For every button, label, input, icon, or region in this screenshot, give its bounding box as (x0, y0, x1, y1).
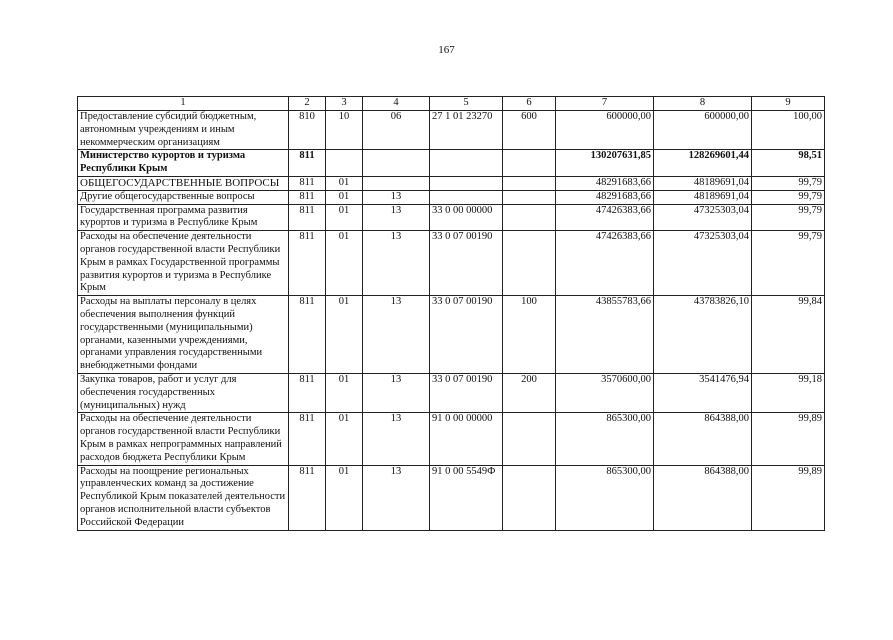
row-col5: 33 0 07 00190 (430, 373, 503, 412)
col-header-9: 9 (752, 97, 825, 111)
col-header-5: 5 (430, 97, 503, 111)
header-row (78, 97, 825, 111)
row-name: Расходы на выплаты персоналу в целях обеспечения выполнения функций государственными (муниципальными) органами, казенными учреждениями, органами управления государственными внебюджетными фондами (78, 296, 289, 374)
row-col5: 33 0 00 00000 (430, 204, 503, 231)
row-col5 (430, 150, 503, 177)
row-name: ОБЩЕГОСУДАРСТВЕННЫЕ ВОПРОСЫ (78, 176, 289, 190)
row-name: Предоставление субсидий бюджетным, автономным учреждениям и иным некоммерческим организациям (78, 111, 289, 150)
row-col5: 33 0 07 00190 (430, 231, 503, 296)
row-col2: 811 (289, 150, 326, 177)
row-col9: 99,89 (752, 413, 825, 465)
table-row (78, 413, 825, 465)
row-col4: 13 (363, 231, 430, 296)
row-col2: 811 (289, 413, 326, 465)
page-number: 167 (438, 44, 455, 56)
col-header-6: 6 (503, 97, 556, 111)
row-col4: 13 (363, 373, 430, 412)
row-col9: 99,79 (752, 176, 825, 190)
row-col6 (503, 190, 556, 204)
col-header-7: 7 (556, 97, 654, 111)
table-row (78, 204, 825, 231)
row-col2: 811 (289, 296, 326, 374)
row-col6 (503, 176, 556, 190)
row-col9: 99,18 (752, 373, 825, 412)
row-col7: 130207631,85 (556, 150, 654, 177)
row-col8: 48189691,04 (654, 176, 752, 190)
row-col5: 91 0 00 5549Ф (430, 465, 503, 530)
row-col8: 3541476,94 (654, 373, 752, 412)
col-header-4: 4 (363, 97, 430, 111)
row-name: Расходы на обеспечение деятельности органов государственной власти Республики Крым в рамках Государственной программы развития курортов и туризма в Республике Крым (78, 231, 289, 296)
budget-table (77, 96, 825, 531)
row-col4: 13 (363, 204, 430, 231)
row-name: Другие общегосударственные вопросы (78, 190, 289, 204)
row-col8: 47325303,04 (654, 231, 752, 296)
col-header-3: 3 (326, 97, 363, 111)
table-row (78, 231, 825, 296)
row-name: Государственная программа развития курортов и туризма в Республике Крым (78, 204, 289, 231)
col-header-8: 8 (654, 97, 752, 111)
row-col4: 13 (363, 413, 430, 465)
row-col8: 864388,00 (654, 413, 752, 465)
row-col7: 43855783,66 (556, 296, 654, 374)
row-col3 (326, 150, 363, 177)
row-col2: 810 (289, 111, 326, 150)
row-name: Министерство курортов и туризма Республики Крым (78, 150, 289, 177)
row-col3: 01 (326, 176, 363, 190)
row-col9: 99,79 (752, 204, 825, 231)
row-col9: 99,89 (752, 465, 825, 530)
row-col7: 47426383,66 (556, 231, 654, 296)
row-col6 (503, 413, 556, 465)
col-header-1: 1 (78, 97, 289, 111)
row-col6 (503, 231, 556, 296)
row-col2: 811 (289, 190, 326, 204)
row-col5 (430, 190, 503, 204)
row-col6: 100 (503, 296, 556, 374)
row-col6: 200 (503, 373, 556, 412)
row-col8: 47325303,04 (654, 204, 752, 231)
row-col3: 01 (326, 373, 363, 412)
row-col2: 811 (289, 204, 326, 231)
table-row (78, 176, 825, 190)
row-col8: 43783826,10 (654, 296, 752, 374)
row-col4 (363, 150, 430, 177)
row-col5: 33 0 07 00190 (430, 296, 503, 374)
row-col6 (503, 204, 556, 231)
table-row (78, 111, 825, 150)
row-col7: 865300,00 (556, 413, 654, 465)
row-col3: 01 (326, 296, 363, 374)
row-col7: 600000,00 (556, 111, 654, 150)
row-col2: 811 (289, 176, 326, 190)
row-col2: 811 (289, 465, 326, 530)
table-row (78, 465, 825, 530)
row-col5 (430, 176, 503, 190)
row-col7: 865300,00 (556, 465, 654, 530)
row-col8: 128269601,44 (654, 150, 752, 177)
row-col3: 01 (326, 465, 363, 530)
row-col7: 3570600,00 (556, 373, 654, 412)
row-col6 (503, 150, 556, 177)
row-col9: 99,84 (752, 296, 825, 374)
row-name: Закупка товаров, работ и услуг для обеспечения государственных (муниципальных) нужд (78, 373, 289, 412)
row-col9: 98,51 (752, 150, 825, 177)
row-col4: 13 (363, 190, 430, 204)
row-col5: 27 1 01 23270 (430, 111, 503, 150)
row-col8: 864388,00 (654, 465, 752, 530)
row-col4: 13 (363, 465, 430, 530)
row-col3: 01 (326, 413, 363, 465)
row-col7: 48291683,66 (556, 190, 654, 204)
row-col2: 811 (289, 231, 326, 296)
row-col4: 06 (363, 111, 430, 150)
row-col9: 99,79 (752, 231, 825, 296)
col-header-2: 2 (289, 97, 326, 111)
row-col9: 99,79 (752, 190, 825, 204)
row-col8: 600000,00 (654, 111, 752, 150)
row-col6 (503, 465, 556, 530)
row-col6: 600 (503, 111, 556, 150)
row-col4: 13 (363, 296, 430, 374)
row-col5: 91 0 00 00000 (430, 413, 503, 465)
table-row (78, 373, 825, 412)
table-row (78, 296, 825, 374)
row-col3: 10 (326, 111, 363, 150)
row-col3: 01 (326, 190, 363, 204)
row-col2: 811 (289, 373, 326, 412)
table-row (78, 190, 825, 204)
row-col9: 100,00 (752, 111, 825, 150)
row-col7: 48291683,66 (556, 176, 654, 190)
row-col7: 47426383,66 (556, 204, 654, 231)
row-name: Расходы на поощрение региональных управленческих команд за достижение Республикой Крым показателей деятельности органов исполнительной власти субъектов Российской Федерации (78, 465, 289, 530)
row-col8: 48189691,04 (654, 190, 752, 204)
row-col3: 01 (326, 204, 363, 231)
row-name: Расходы на обеспечение деятельности органов государственной власти Республики Крым в рамках непрограммных направлений расходов бюджета Республики Крым (78, 413, 289, 465)
row-col3: 01 (326, 231, 363, 296)
row-col4 (363, 176, 430, 190)
table-row (78, 150, 825, 177)
